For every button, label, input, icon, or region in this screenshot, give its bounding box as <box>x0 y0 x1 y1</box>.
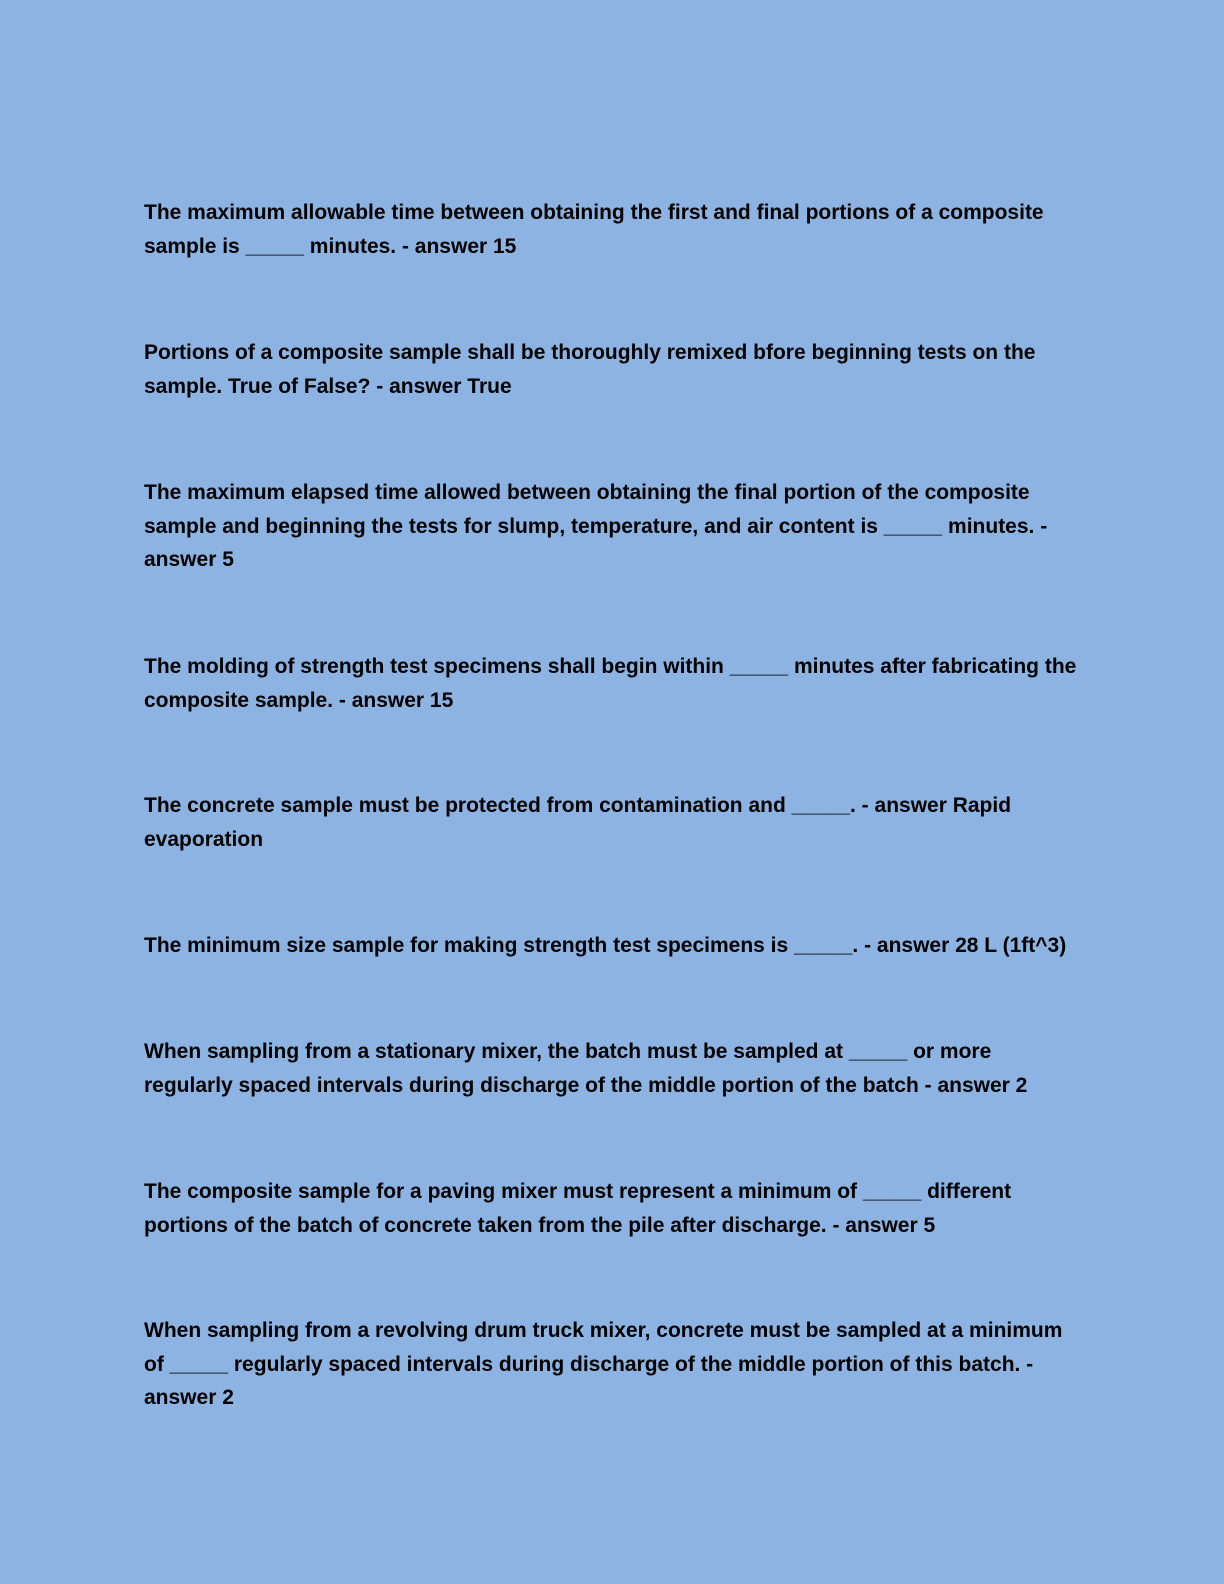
question-answer-entry: The composite sample for a paving mixer must represent a minimum of _____ different portions of the batch of concrete taken from the pile after discharge. - answer 5 <box>144 1180 1012 1237</box>
question-answer-entry: The maximum elapsed time allowed between obtaining the final portion of the composite sample and beginning the tests for slump, temperature, and air content is _____ minutes. - answer 5 <box>144 481 1048 571</box>
question-answer-entry: The molding of strength test specimens shall begin within _____ minutes after fabricating the composite sample. - answer 15 <box>144 655 1077 712</box>
question-answer-entry: When sampling from a stationary mixer, the batch must be sampled at _____ or more regularly spaced intervals during discharge of the middle portion of the batch - answer 2 <box>144 1040 1028 1097</box>
question-answer-entry: When sampling from a revolving drum truck mixer, concrete must be sampled at a minimum of _____ regularly spaced intervals during discharge of the middle portion of this batch. - answer 2 <box>144 1319 1063 1409</box>
question-answer-entry: The maximum allowable time between obtaining the first and final portions of a composite sample is _____ minutes. - answer 15 <box>144 201 1044 258</box>
question-answer-entry: The minimum size sample for making strength test specimens is _____. - answer 28 L (1ft^3) <box>144 934 1067 957</box>
question-answer-entry: The concrete sample must be protected from contamination and _____. - answer Rapid evaporation <box>144 794 1012 851</box>
question-answer-entry: Portions of a composite sample shall be thoroughly remixed bfore beginning tests on the sample. True of False? - answer True <box>144 341 1036 398</box>
